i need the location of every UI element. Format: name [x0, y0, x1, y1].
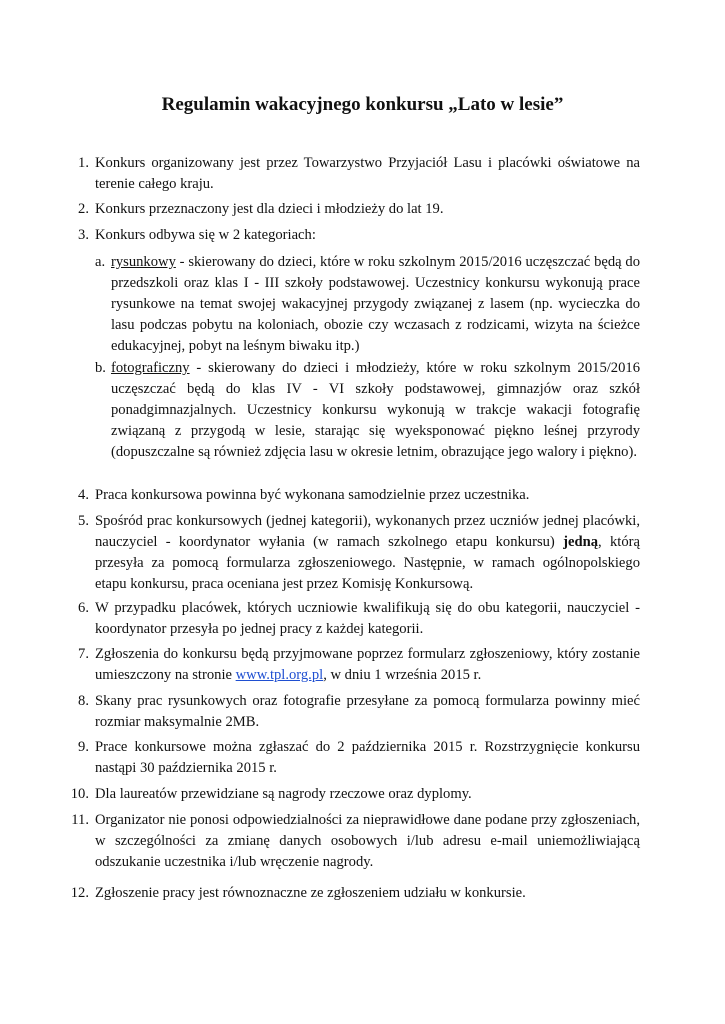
rule-item-1: [78, 153, 640, 195]
rule-number: 3.: [78, 227, 89, 243]
rule-text: Praca konkursowa powinna być wykonana samodzielnie przez uczestnika.: [95, 487, 530, 503]
category-label: b.: [95, 360, 106, 376]
rule-text: Konkurs przeznaczony jest dla dzieci i młodzieży do lat 19.: [95, 201, 444, 217]
tpl-website-link[interactable]: www.tpl.org.pl: [235, 667, 324, 683]
rule-text: Skany prac rysunkowych oraz fotografie przesyłane za pomocą formularza powinny mieć rozmiar maksymalnie 2MB.: [95, 693, 640, 730]
rule-item-12: [70, 883, 640, 904]
rule-item-5: [78, 511, 640, 595]
rule-item-11: [71, 810, 640, 873]
rule-text-bold: jedną: [563, 534, 599, 550]
rule-item-6: [78, 598, 640, 640]
rule-text: Zgłoszenie pracy jest równoznaczne ze zgłoszeniem udziału w konkursie.: [95, 885, 526, 901]
rule-number: 9.: [78, 739, 89, 755]
document-title: Regulamin wakacyjnego konkursu „Lato w lesie”: [161, 94, 564, 115]
rule-item-9: [78, 737, 640, 779]
rule-number: 11.: [71, 812, 89, 828]
rule-text: Konkurs odbywa się w 2 kategoriach:: [95, 227, 316, 243]
rule-number: 5.: [78, 513, 89, 529]
rule-item-7: [78, 644, 640, 686]
rule-text-after: , którą przesyła za pomocą formularza zgłoszeniowego. Następnie, w ramach ogólnopolskiego etapu konkursu, praca oceniana jest przez Komisję Konkursową.: [95, 534, 640, 592]
rule-text: Prace konkursowe można zgłaszać do 2 października 2015 r. Rozstrzygnięcie konkursu nastąpi 30 października 2015 r.: [95, 739, 640, 776]
rule-text-before: Spośród prac konkursowych (jednej kategorii), wykonanych przez uczniów jednej placówki, nauczyciel - koordynator wyłania (w ramach szkolnego etapu konkursu): [95, 513, 640, 550]
rule-number: 8.: [78, 693, 89, 709]
rule-text: W przypadku placówek, których uczniowie kwalifikują się do obu kategorii, nauczyciel - koordynator przesyła po jednej pracy z każdej kategorii.: [95, 600, 640, 637]
rule-item-10: [70, 784, 640, 805]
rule-item-2: [78, 199, 640, 220]
rule-number: 2.: [78, 201, 89, 217]
rule-number: 1.: [78, 155, 89, 171]
rule-text: Organizator nie ponosi odpowiedzialności za nieprawidłowe dane podane przy zgłoszeniach, w szczególności za zmianę danych osobowych i/lub adresu e-mail uniemożliwiającą odszukanie uczestnika i/lub wręczenie nagrody.: [95, 812, 640, 870]
rule-text: Dla laureatów przewidziane są nagrody rzeczowe oraz dyplomy.: [95, 786, 472, 802]
category-name: rysunkowy: [111, 254, 176, 270]
category-text: - skierowany do dzieci, które w roku szkolnym 2015/2016 uczęszczać będą do przedszkoli oraz klas I - III szkoły podstawowej. Uczestnicy konkursu wykonują prace rysunkowe na temat swojej wakacyjnej przygody związanej z lasem (np. wycieczka do lasu podczas pobytu na koloniach, obozie czy wczasach z rodzicami, wizyta na ścieżce edukacyjnej, pobyt na leśnym biwaku itp.): [111, 254, 640, 354]
rule-number: 4.: [78, 487, 89, 503]
category-label: a.: [95, 254, 106, 270]
rule-number: 12.: [70, 885, 89, 901]
rule-item-4: [78, 485, 640, 506]
rule-item-3: [78, 225, 640, 246]
rule-number: 7.: [78, 646, 89, 662]
rule-text-after: , w dniu 1 września 2015 r.: [323, 667, 482, 683]
rule-text: Konkurs organizowany jest przez Towarzystwo Przyjaciół Lasu i placówki oświatowe na terenie całego kraju.: [95, 155, 640, 192]
category-item-a: [95, 252, 640, 357]
category-name: fotograficzny: [111, 360, 190, 376]
category-item-b: [95, 358, 640, 463]
category-text: - skierowany do dzieci i młodzieży, które w roku szkolnym 2015/2016 uczęszczać będą do klas IV - VI szkoły podstawowej, gimnazjów oraz szkół ponadgimnazjalnych. Uczestnicy konkursu wykonują w trakcje wakacji fotografię związaną z przygodą w lesie, starając się wyeksponować piękno leśnej przyrody (dopuszczalne są również zdjęcia lasu w okresie letnim, obrazujące jego walory i piękno).: [111, 360, 640, 460]
rule-number: 6.: [78, 600, 89, 616]
rule-text-before: Zgłoszenia do konkursu będą przyjmowane poprzez formularz zgłoszeniowy, który zostanie umieszczony na stronie: [95, 646, 640, 683]
rule-item-8: [78, 691, 640, 733]
rule-number: 10.: [70, 786, 89, 802]
